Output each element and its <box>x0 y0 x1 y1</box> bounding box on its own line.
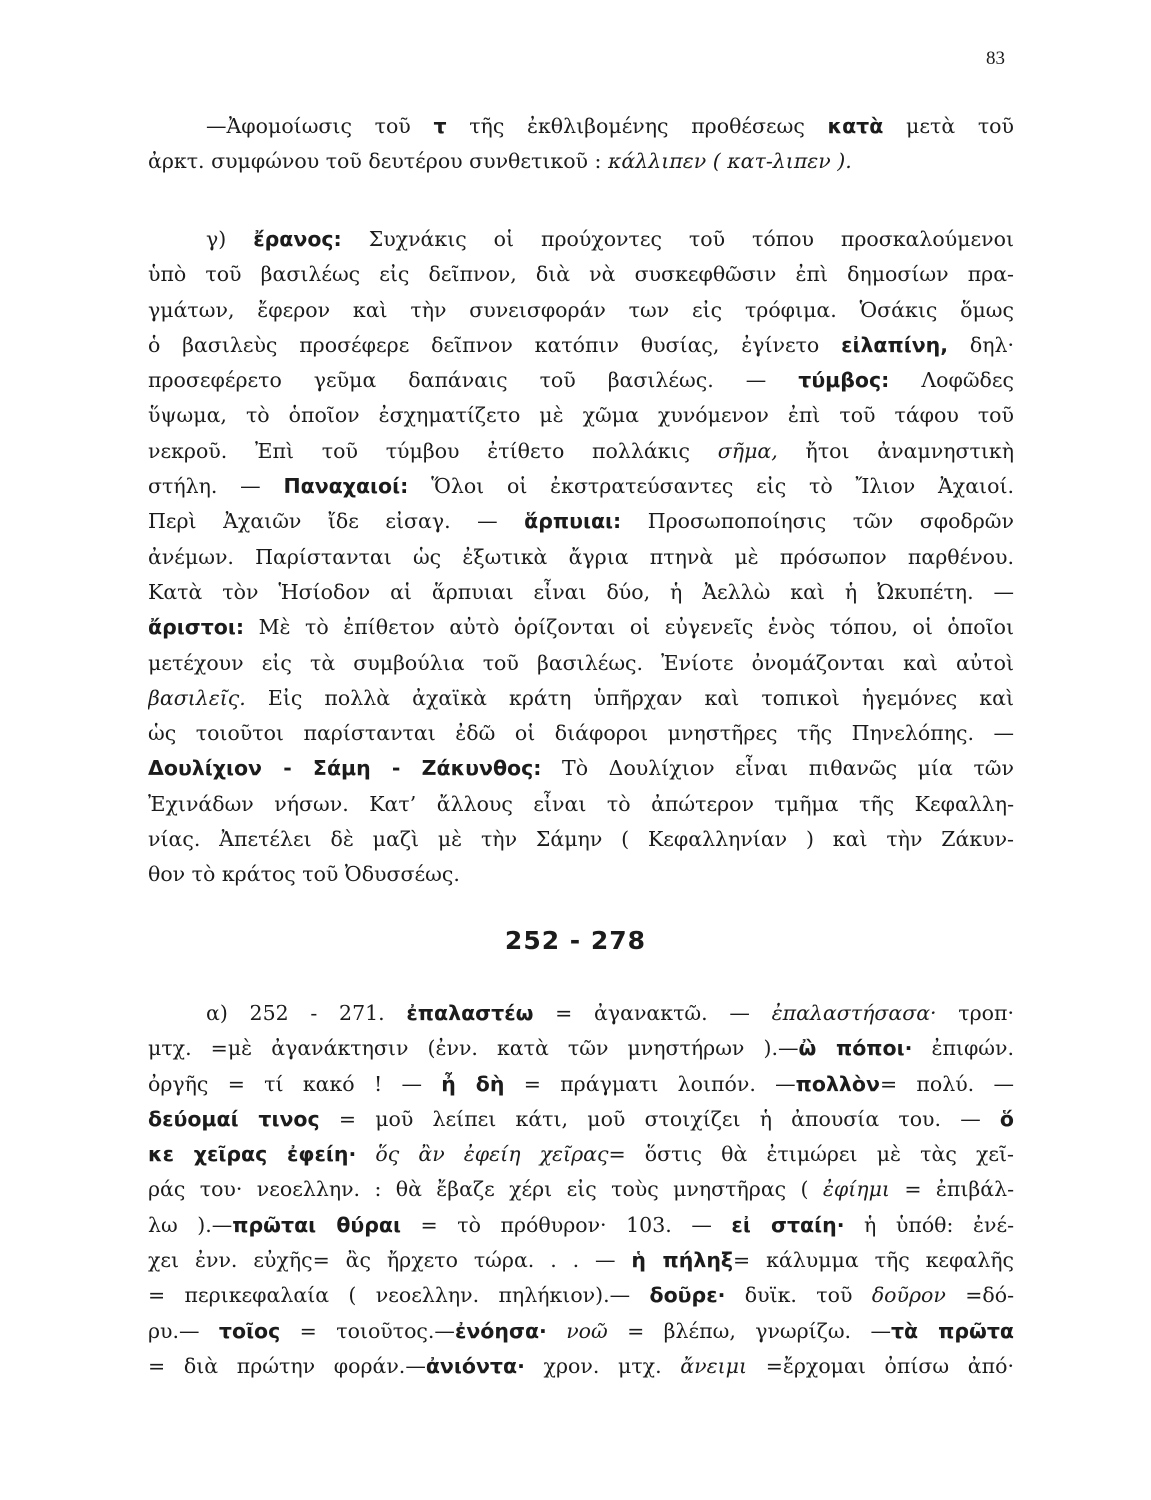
text-line: χει ἐνν. εὐχῆς= ἂς ἤρχετο τώρα. . . — ἡ πήληξ= κάλυμμα τῆς κεφαλῆς <box>148 1248 1014 1273</box>
text-line: ἀρκτ. συμφώνου τοῦ δευτέρου συνθετικοῦ : κάλλιπεν ( κατ-λιπεν ). <box>148 149 852 174</box>
text-line: ὀργῆς = τί κακό ! — ἦ δὴ = πράγματι λοιπόν. —πολλὸν= πολύ. — <box>148 1071 1014 1096</box>
text-line: α) 252 - 271. ἐπαλαστέω = ἀγανακτῶ. — ἐπαλαστήσασα· τροπ· <box>206 1001 1014 1025</box>
text-line: κε χεῖρας ἐφείη· ὅς ἂν ἐφείη χεῖρας= ὅστις θὰ ἐτιμώρει μὲ τὰς χεῖ- <box>148 1142 1014 1167</box>
text-line: νίας. Ἀπετέλει δὲ μαζὶ μὲ τὴν Σάμην ( Κεφαλληνίαν ) καὶ τὴν Ζάκυν- <box>148 827 1014 852</box>
text-line: νεκροῦ. Ἐπὶ τοῦ τύμβου ἐτίθετο πολλάκις σῆμα, ἤτοι ἀναμνηστικὴ <box>148 438 1014 463</box>
text-line: στήλη. — Παναχαιοί: Ὅλοι οἱ ἐκστρατεύσαντες εἰς τὸ Ἴλιον Ἀχαιοί. <box>148 474 1014 499</box>
text-line: ράς του· νεοελλην. : θὰ ἔβαζε χέρι εἰς τοὺς μνηστῆρας ( ἐφίημι = ἐπιβάλ- <box>148 1177 1014 1202</box>
text-line: Δουλίχιον - Σάμη - Ζάκυνθος: Τὸ Δουλίχιον εἶναι πιθανῶς μία τῶν <box>148 756 1014 781</box>
paragraph-glossary-gamma <box>148 222 1014 893</box>
text-line: = διὰ πρώτην φοράν.—ἀνιόντα· χρον. μτχ. ἄνειμι =ἔρχομαι ὀπίσω ἀπό· <box>148 1353 1014 1378</box>
text-line: προσεφέρετο γεῦμα δαπάναις τοῦ βασιλέως. — τύμβος: Λοφῶδες <box>148 368 1014 393</box>
text-line: λω ).—πρῶται θύραι = τὸ πρόθυρον· 103. — εἰ σταίη· ἡ ὑπόθ: ἐνέ- <box>148 1212 1014 1237</box>
text-line: Ἐχινάδων νήσων. Κατ’ ἄλλους εἶναι τὸ ἀπώτερον τμῆμα τῆς Κεφαλλη- <box>148 791 1014 816</box>
text-line: ρυ.— τοῖος = τοιοῦτος.—ἐνόησα· νοῶ = βλέπω, γνωρίζω. —τὰ πρῶτα <box>148 1318 1014 1343</box>
text-line: μετέχουν εἰς τὰ συμβούλια τοῦ βασιλέως. Ἐνίοτε ὀνομάζονται καὶ αὐτοὶ <box>148 650 1014 675</box>
text-line: ὑπὸ τοῦ βασιλέως εἰς δεῖπνον, διὰ νὰ συσκεφθῶσιν ἐπὶ δημοσίων πρα- <box>148 262 1014 287</box>
text-line: θον τὸ κράτος τοῦ Ὀδυσσέως. <box>148 862 460 887</box>
text-line: δεύομαί τινος = μοῦ λείπει κάτι, μοῦ στοιχίζει ἡ ἀπουσία του. — ὅ <box>148 1106 1014 1131</box>
text-line: βασιλεῖς. Εἰς πολλὰ ἀχαϊκὰ κράτη ὑπῆρχαν καὶ τοπικοὶ ἡγεμόνες καὶ <box>148 685 1014 710</box>
section-heading: 252 - 278 <box>504 926 647 955</box>
paragraph-assimilation-note <box>148 109 1014 180</box>
text-line: ὕψωμα, τὸ ὁποῖον ἐσχηματίζετο μὲ χῶμα χυνόμενον ἐπὶ τοῦ τάφου τοῦ <box>148 403 1014 428</box>
text-line: Περὶ Ἀχαιῶν ἴδε εἰσαγ. — ἅρπυιαι: Προσωποποίησις τῶν σφοδρῶν <box>148 509 1014 534</box>
text-line: μτχ. =μὲ ἀγανάκτησιν (ἐνν. κατὰ τῶν μνηστήρων ).—ὢ πόποι· ἐπιφών. <box>148 1036 1014 1061</box>
paragraph-glossary-alpha <box>148 996 1014 1384</box>
text-line: ὡς τοιοῦτοι παρίστανται ἐδῶ οἱ διάφοροι μνηστῆρες τῆς Πηνελόπης. — <box>148 721 1014 746</box>
text-line: γμάτων, ἔφερον καὶ τὴν συνεισφοράν των εἰς τρόφιμα. Ὁσάκις ὅμως <box>148 297 1014 322</box>
text-line: —Ἀφομοίωσις τοῦ τ τῆς ἐκθλιβομένης προθέσεως κατὰ μετὰ τοῦ <box>206 114 1014 138</box>
text-line: ἀνέμων. Παρίστανται ὡς ἐξωτικὰ ἄγρια πτηνὰ μὲ πρόσωπον παρθένου. <box>148 544 1014 569</box>
text-line: ἄριστοι: Μὲ τὸ ἐπίθετον αὐτὸ ὁρίζονται οἱ εὐγενεῖς ἑνὸς τόπου, οἱ ὁποῖοι <box>148 615 1014 640</box>
page-number: 83 <box>986 48 1005 69</box>
text-line: = περικεφαλαία ( νεοελλην. πηλήκιον).— δοῦρε· δυϊκ. τοῦ δοῦρον =δό- <box>148 1283 1014 1308</box>
text-line: ὁ βασιλεὺς προσέφερε δεῖπνον κατόπιν θυσίας, ἐγίνετο εἰλαπίνη, δηλ· <box>148 332 1014 357</box>
text-line: γ) ἔρανος: Συχνάκις οἱ προύχοντες τοῦ τόπου προσκαλούμενοι <box>206 227 1014 251</box>
text-line: Κατὰ τὸν Ἡσίοδον αἱ ἅρπυιαι εἶναι δύο, ἡ Ἀελλὼ καὶ ἡ Ὠκυπέτη. — <box>148 579 1014 604</box>
